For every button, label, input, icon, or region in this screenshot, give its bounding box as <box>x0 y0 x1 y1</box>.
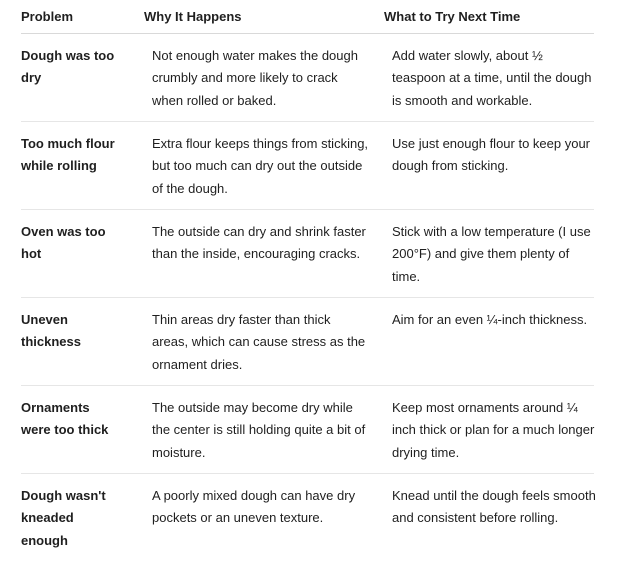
why-cell: Thin areas dry faster than thick areas, which can cause stress as the ornament dries. <box>152 312 366 372</box>
problem-cell: Oven was too hot <box>21 224 106 262</box>
why-cell: Not enough water makes the dough crumbly and more likely to crack when rolled or baked. <box>152 48 358 108</box>
why-cell: The outside can dry and shrink faster than the inside, encouraging cracks. <box>152 224 366 262</box>
next-time-cell: Stick with a low temperature (I use 200°F) and give them plenty of time. <box>392 224 591 284</box>
table-row <box>21 386 594 474</box>
table-row <box>21 122 594 210</box>
why-cell: The outside may become dry while the center is still holding quite a bit of moisture. <box>152 400 366 460</box>
problem-cell: Dough was too dry <box>21 48 115 86</box>
header-why-it-happens: Why It Happens <box>144 9 242 24</box>
problem-cell: Ornaments were too thick <box>21 400 109 438</box>
problem-cell: Too much flour while rolling <box>21 136 115 174</box>
table-row <box>21 210 594 298</box>
next-time-cell: Aim for an even ¼-inch thickness. <box>392 312 588 327</box>
problem-cell: Dough wasn't kneaded enough <box>21 488 106 548</box>
next-time-cell: Knead until the dough feels smooth and consistent before rolling. <box>392 488 596 526</box>
header-problem: Problem <box>21 9 74 24</box>
why-cell: A poorly mixed dough can have dry pockets or an uneven texture. <box>152 488 356 526</box>
next-time-cell: Add water slowly, about ½ teaspoon at a time, until the dough is smooth and workable. <box>392 48 592 108</box>
next-time-cell: Keep most ornaments around ¼ inch thick or plan for a much longer drying time. <box>392 400 595 460</box>
next-time-cell: Use just enough flour to keep your dough from sticking. <box>392 136 591 174</box>
troubleshooting-table <box>21 0 594 561</box>
header-what-to-try: What to Try Next Time <box>384 9 521 24</box>
why-cell: Extra flour keeps things from sticking, but too much can dry out the outside of the dough. <box>152 136 369 196</box>
table-header <box>21 0 594 34</box>
table-row <box>21 298 594 386</box>
table-row <box>21 34 594 122</box>
problem-cell: Uneven thickness <box>21 312 81 350</box>
table-row <box>21 474 594 561</box>
